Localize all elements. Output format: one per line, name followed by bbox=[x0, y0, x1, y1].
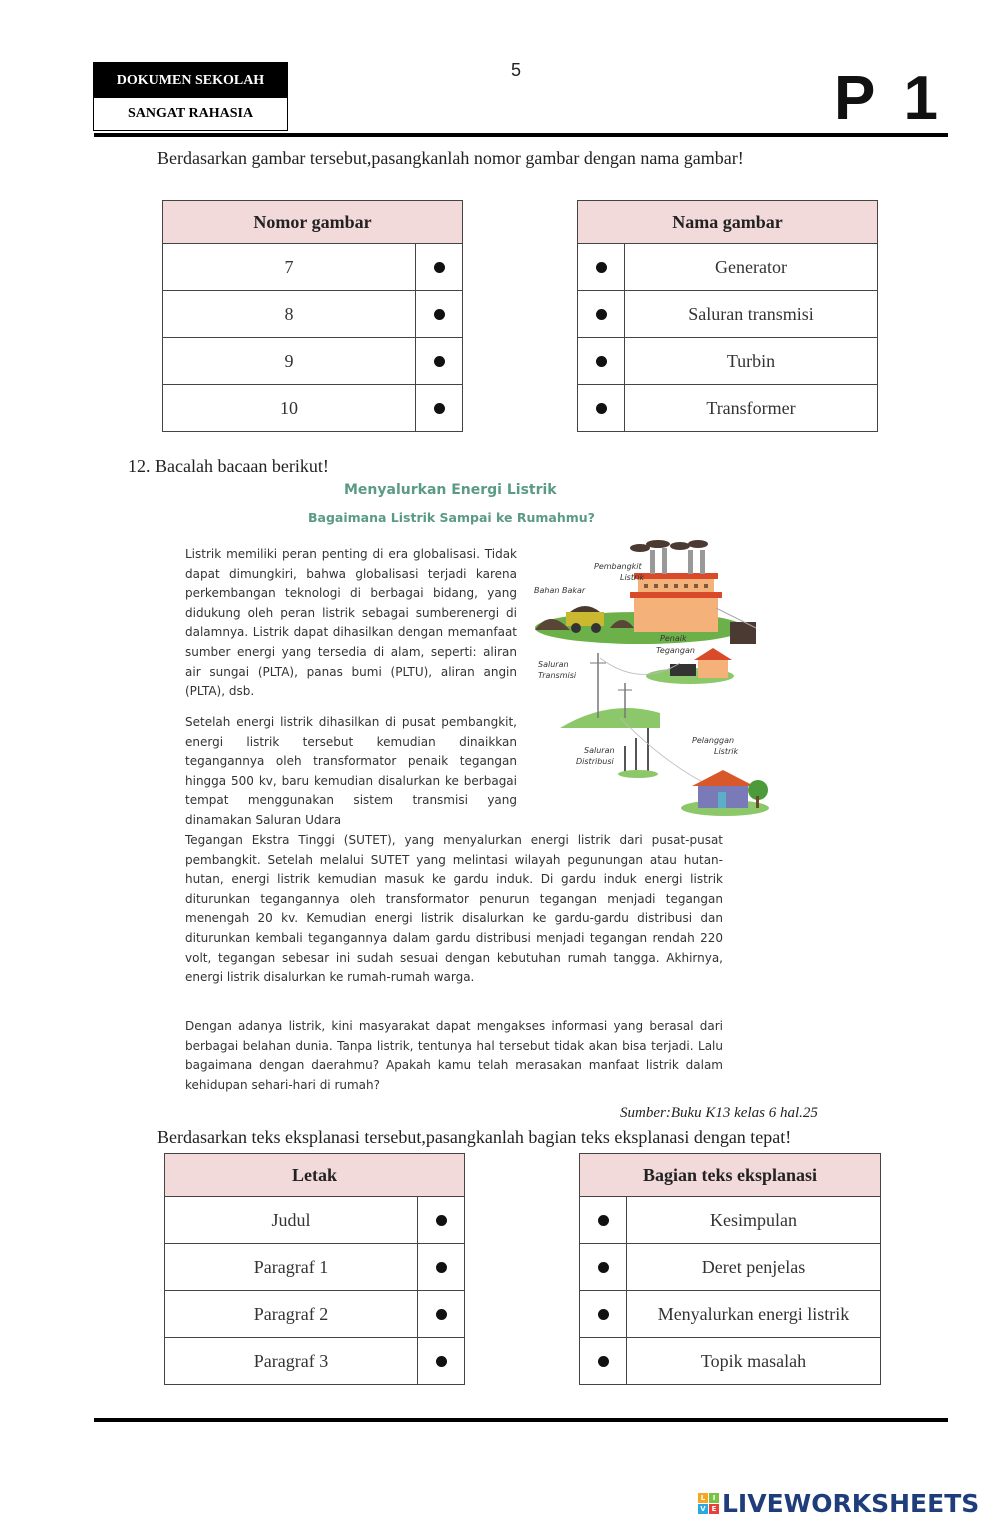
bullet-dot-icon[interactable] bbox=[434, 262, 445, 273]
bullet-dot-icon[interactable] bbox=[598, 1215, 609, 1226]
match-dot[interactable] bbox=[580, 1197, 627, 1244]
bullet-dot-icon[interactable] bbox=[436, 1215, 447, 1226]
match-dot[interactable] bbox=[418, 1244, 465, 1291]
reading-subtitle: Bagaimana Listrik Sampai ke Rumahmu? bbox=[308, 510, 595, 525]
bullet-dot-icon[interactable] bbox=[434, 309, 445, 320]
table-row: 8 bbox=[163, 291, 463, 338]
table-row: 7 bbox=[163, 244, 463, 291]
bullet-dot-icon[interactable] bbox=[598, 1309, 609, 1320]
label-saluran-transmisi-2: Transmisi bbox=[538, 671, 577, 680]
match-dot[interactable] bbox=[418, 1197, 465, 1244]
table-row: Transformer bbox=[578, 385, 878, 432]
table-row: Paragraf 3 bbox=[165, 1338, 465, 1385]
table-row: Paragraf 1 bbox=[165, 1244, 465, 1291]
match-dot[interactable] bbox=[580, 1244, 627, 1291]
bullet-dot-icon[interactable] bbox=[596, 262, 607, 273]
table-header: Bagian teks eksplanasi bbox=[580, 1154, 881, 1197]
source-citation: Sumber:Buku K13 kelas 6 hal.25 bbox=[620, 1105, 818, 1121]
logo-cubes-icon: L I V E bbox=[698, 1493, 719, 1514]
stamp-label-top: DOKUMEN SEKOLAH bbox=[94, 63, 287, 98]
label-tegangan: Tegangan bbox=[656, 646, 695, 655]
power-grid-icon bbox=[530, 538, 780, 823]
match-dot[interactable] bbox=[580, 1338, 627, 1385]
match-dot[interactable] bbox=[416, 291, 463, 338]
q12-left-table bbox=[164, 1153, 465, 1385]
label-saluran-distribusi-1: Saluran bbox=[584, 746, 615, 755]
bullet-dot-icon[interactable] bbox=[596, 356, 607, 367]
bullet-dot-icon[interactable] bbox=[436, 1356, 447, 1367]
table-row: Menyalurkan energi listrik bbox=[580, 1291, 881, 1338]
match-dot[interactable] bbox=[418, 1338, 465, 1385]
table-row: Saluran transmisi bbox=[578, 291, 878, 338]
page-number: 5 bbox=[511, 60, 522, 80]
label-listrik-pelanggan: Listrik bbox=[714, 747, 739, 756]
table-row: Turbin bbox=[578, 338, 878, 385]
match-dot[interactable] bbox=[578, 385, 625, 432]
table-row: Generator bbox=[578, 244, 878, 291]
packet-code: P 1 bbox=[834, 64, 944, 133]
label-bahan-bakar: Bahan Bakar bbox=[534, 586, 586, 595]
table-row: Topik masalah bbox=[580, 1338, 881, 1385]
q11-right-table bbox=[577, 200, 878, 432]
brand-name: LIVEWORKSHEETS bbox=[722, 1489, 980, 1518]
bullet-dot-icon[interactable] bbox=[436, 1309, 447, 1320]
stamp-label-bottom: SANGAT RAHASIA bbox=[94, 98, 287, 130]
table-row: Kesimpulan bbox=[580, 1197, 881, 1244]
label-saluran-transmisi-1: Saluran bbox=[538, 660, 569, 669]
table-row: 9 bbox=[163, 338, 463, 385]
bullet-dot-icon[interactable] bbox=[434, 403, 445, 414]
table-row: Judul bbox=[165, 1197, 465, 1244]
match-dot[interactable] bbox=[418, 1291, 465, 1338]
match-dot[interactable] bbox=[578, 291, 625, 338]
table-header: Letak bbox=[165, 1154, 465, 1197]
reading-paragraph-3: Dengan adanya listrik, kini masyarakat dapat mengakses informasi yang berasal dari berbagai belahan dunia. Tanpa listrik, tentunya hal tersebut tidak akan bisa terjadi. Lalu bagaimana dengan daerahmu? Apakah kamu telah merasakan manfaat listrik dalam kehidupan sehari-hari di rumah? bbox=[185, 1019, 723, 1092]
document-stamp bbox=[93, 62, 288, 131]
reading-title: Menyalurkan Energi Listrik bbox=[344, 482, 557, 498]
table-row: 10 bbox=[163, 385, 463, 432]
footer-divider bbox=[94, 1418, 948, 1422]
bullet-dot-icon[interactable] bbox=[596, 309, 607, 320]
q12-instruction: Berdasarkan teks eksplanasi tersebut,pasangkanlah bagian teks eksplanasi dengan tepat! bbox=[157, 1127, 792, 1147]
reading-paragraph-2-continued: Tegangan Ekstra Tinggi (SUTET), yang menyalurkan energi listrik dari pusat-pusat pembangkit. Setelah melalui SUTET yang melintasi wilayah pegunungan atau hutan-hutan, energi listrik kemudian masuk ke gardu induk. Di gardu induk energi listrik diturunkan tegangannya oleh transformator penurun tegangan menjadi tegangan menengah 20 kv. Kemudian energi listrik disalurkan ke gardu-gardu distribusi dan diturunkan kembali tegangannya dalam gardu distribusi menjadi tegangan rendah 220 volt, tegangan sebesar ini sudah sesuai dengan kebutuhan rumah tangga. Akhirnya, energi listrik disalurkan ke rumah-rumah warga. bbox=[185, 833, 723, 985]
q11-left-table bbox=[162, 200, 463, 432]
table-header: Nama gambar bbox=[578, 201, 878, 244]
match-dot[interactable] bbox=[416, 244, 463, 291]
reading-paragraph-1: Listrik memiliki peran penting di era globalisasi. Tidak dapat dimungkiri, bahwa globalisasi terjadi karena perkembangan teknologi di berbagai bidang, yang didukung oleh peran listrik sebagai sumberenergi di dalamnya. Listrik dapat dihasilkan dengan memanfaat sumber energi yang tersedia di alam, seperti: aliran air sungai (PLTA), panas bumi (PLTU), aliran angin (PLTA), dsb. bbox=[185, 547, 517, 699]
table-header: Nomor gambar bbox=[163, 201, 463, 244]
reading-paragraph-2: Setelah energi listrik dihasilkan di pusat pembangkit, energi listrik tersebut kemudian dinaikkan tegangannya oleh transformator penaik tegangan hingga 500 kv, baru kemudian disalurkan ke berbagai tempat menggunakan sistem transmisi yang dinamakan Saluran Udara bbox=[185, 715, 517, 827]
bullet-dot-icon[interactable] bbox=[434, 356, 445, 367]
q12-right-table bbox=[579, 1153, 881, 1385]
bullet-dot-icon[interactable] bbox=[596, 403, 607, 414]
match-dot[interactable] bbox=[580, 1291, 627, 1338]
bullet-dot-icon[interactable] bbox=[598, 1356, 609, 1367]
label-pelanggan: Pelanggan bbox=[692, 736, 735, 745]
match-dot[interactable] bbox=[416, 338, 463, 385]
bullet-dot-icon[interactable] bbox=[598, 1262, 609, 1273]
match-dot[interactable] bbox=[416, 385, 463, 432]
bullet-dot-icon[interactable] bbox=[436, 1262, 447, 1273]
table-row: Deret penjelas bbox=[580, 1244, 881, 1291]
liveworksheets-logo bbox=[698, 1489, 979, 1518]
table-row: Paragraf 2 bbox=[165, 1291, 465, 1338]
header-divider bbox=[94, 133, 948, 137]
match-dot[interactable] bbox=[578, 244, 625, 291]
q12-prompt: 12. Bacalah bacaan berikut! bbox=[128, 456, 329, 476]
match-dot[interactable] bbox=[578, 338, 625, 385]
label-pembangkit: Pembangkit bbox=[594, 562, 642, 571]
label-saluran-distribusi-2: Distribusi bbox=[576, 757, 614, 766]
label-listrik: Listrik bbox=[620, 573, 645, 582]
electricity-distribution-illustration bbox=[530, 538, 780, 823]
label-penaik: Penaik bbox=[660, 634, 687, 643]
q11-instruction: Berdasarkan gambar tersebut,pasangkanlah nomor gambar dengan nama gambar! bbox=[157, 148, 744, 168]
